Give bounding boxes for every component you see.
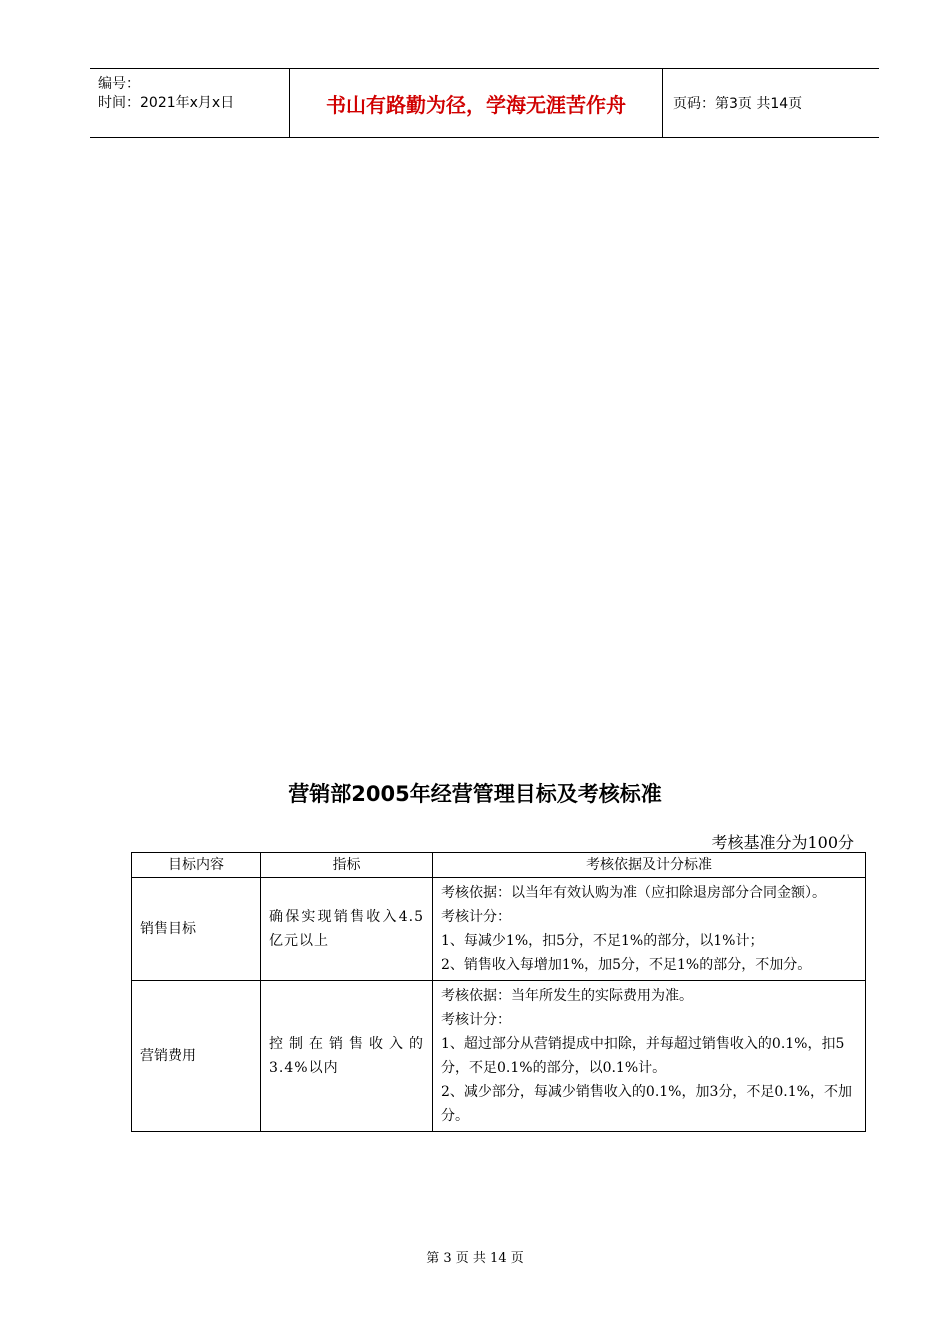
indicator-cell: 确保实现销售收入4.5亿元以上 [261, 878, 433, 981]
score-base-note: 考核基准分为100分 [711, 833, 854, 852]
column-header-target: 目标内容 [132, 853, 261, 878]
document-date: 时间：2021年x月x日 [98, 95, 235, 111]
criteria-line: 考核依据：以当年有效认购为准（应扣除退房部分合同金额）。 [441, 885, 826, 901]
criteria-line: 2、销售收入每增加1%，加5分，不足1%的部分，不加分。 [441, 957, 812, 973]
goals-table [131, 852, 866, 1132]
criteria-cell [433, 981, 866, 1132]
criteria-line: 考核依据：当年所发生的实际费用为准。 [441, 988, 693, 1004]
criteria-cell [433, 878, 866, 981]
criteria-line: 2、减少部分，每减少销售收入的0.1%，加3分，不足0.1%，不加分。 [441, 1084, 852, 1124]
table-header-row [132, 853, 866, 878]
document-number-label: 编号： [98, 76, 140, 92]
table-row [132, 981, 866, 1132]
page-footer: 第 3 页 共 14 页 [426, 1251, 524, 1266]
target-cell: 销售目标 [132, 878, 261, 981]
header-meta [90, 69, 290, 137]
indicator-cell: 控制在销售收入的3.4%以内 [261, 981, 433, 1132]
header-page-number: 页码：第3页 共14页 [673, 96, 803, 112]
table-row [132, 878, 866, 981]
criteria-line: 考核计分： [441, 1012, 511, 1028]
page-header [90, 68, 879, 138]
target-cell: 营销费用 [132, 981, 261, 1132]
header-motto: 书山有路勤为径，学海无涯苦作舟 [290, 69, 663, 137]
criteria-line: 考核计分： [441, 909, 511, 925]
column-header-indicator: 指标 [261, 853, 433, 878]
criteria-line: 1、超过部分从营销提成中扣除，并每超过销售收入的0.1%，扣5分，不足0.1%的部分，以0.1%计。 [441, 1036, 845, 1076]
column-header-criteria: 考核依据及计分标准 [433, 853, 866, 878]
document-title: 营销部2005年经营管理目标及考核标准 [288, 782, 662, 806]
criteria-line: 1、每减少1%，扣5分，不足1%的部分，以1%计； [441, 933, 764, 949]
